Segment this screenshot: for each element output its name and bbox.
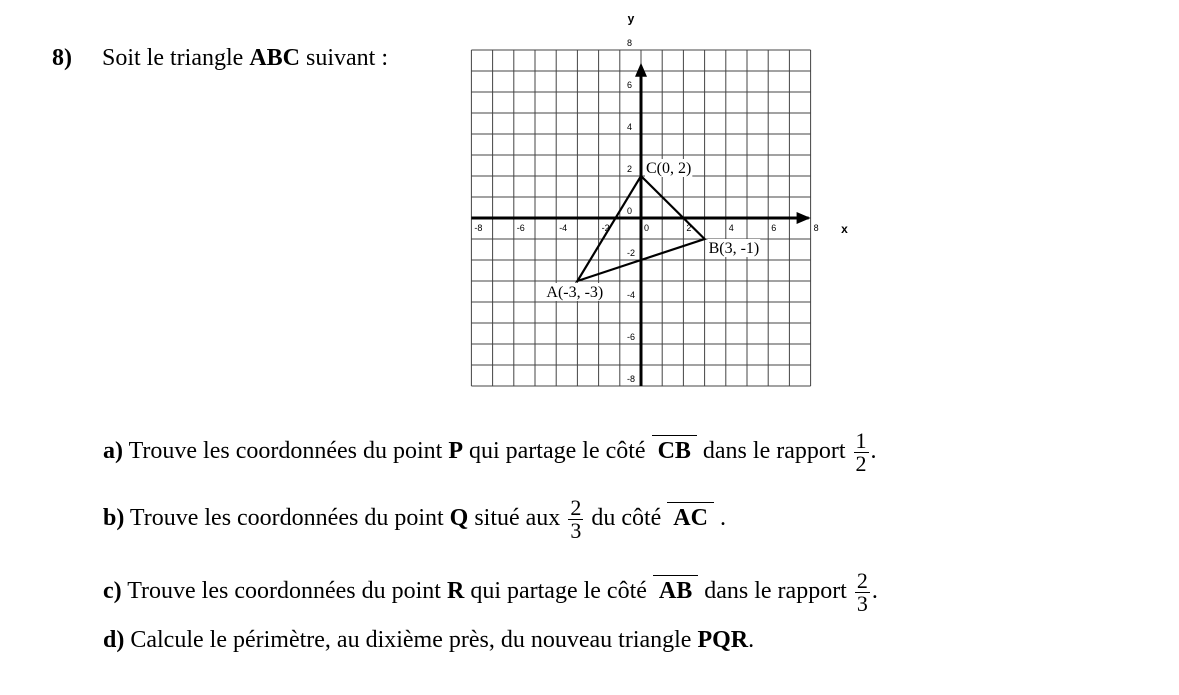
x-tick-label: 6 [771, 223, 777, 233]
fraction-denominator: 2 [855, 451, 867, 476]
x-tick-label: 0 [644, 223, 650, 233]
question-b-text2: situé aux [468, 505, 567, 532]
intro-text: Soit le triangle [102, 45, 250, 71]
y-tick-label: 8 [627, 38, 633, 48]
tick-labels [474, 12, 848, 384]
fraction-numerator: 2 [570, 495, 582, 520]
ratio-fraction-c [855, 570, 870, 615]
triangle-pqr: PQR [697, 627, 749, 653]
question-d [103, 626, 754, 654]
fraction-denominator: 3 [856, 591, 868, 616]
question-c-text2: qui partage le côté [464, 578, 653, 605]
intro-suffix: suivant : [299, 45, 388, 71]
x-tick-label: 8 [813, 223, 819, 233]
x-tick-label: -6 [516, 223, 525, 233]
problem-number: 8) [52, 45, 72, 71]
question-b-text3: du côté [585, 505, 668, 532]
question-c [103, 570, 878, 615]
point-q: Q [449, 505, 469, 532]
question-c-tag: c) [103, 578, 122, 605]
question-a-text3: dans le rapport [696, 438, 852, 465]
point-label-c: C(0, 2) [646, 160, 692, 177]
question-a-text: Trouve les coordonnées du point [123, 438, 449, 465]
segment-ab: AB [653, 575, 698, 604]
question-b-text: Trouve les coordonnées du point [124, 505, 450, 532]
question-b [103, 497, 726, 542]
question-c-end: . [871, 578, 878, 605]
question-b-tag: b) [103, 505, 125, 532]
y-tick-label: -6 [627, 332, 636, 342]
y-tick-label: 4 [627, 122, 633, 132]
x-tick-label: -4 [559, 223, 568, 233]
point-label-a: A(-3, -3) [546, 284, 604, 301]
y-tick-label: 6 [627, 80, 633, 90]
fraction-numerator: 2 [856, 568, 868, 593]
fraction-denominator: 3 [570, 518, 582, 543]
x-axis-arrow [797, 212, 811, 224]
question-d-text: Calcule le périmètre, au dixième près, du nouveau triangle [124, 627, 698, 653]
x-tick-label: 2 [686, 223, 692, 233]
ratio-fraction-b [568, 497, 583, 542]
point-p: P [448, 438, 463, 465]
question-c-text3: dans le rapport [698, 578, 853, 605]
question-b-end: . [713, 505, 726, 532]
y-tick-label: -4 [627, 290, 636, 300]
question-a [103, 430, 877, 475]
question-a-tag: a) [103, 438, 123, 465]
question-a-end: . [870, 438, 877, 465]
x-tick-label: 4 [728, 223, 734, 233]
point-label-b: B(3, -1) [708, 240, 760, 257]
question-c-text: Trouve les coordonnées du point [121, 578, 447, 605]
y-tick-label: -2 [627, 248, 636, 258]
question-d-tag: d) [103, 627, 125, 653]
question-a-text2: qui partage le côté [462, 438, 652, 465]
y-axis-arrow [635, 63, 647, 77]
x-axis-label: x [841, 222, 848, 236]
point-r: R [446, 578, 465, 605]
question-d-end: . [748, 627, 755, 653]
y-tick-label: 0 [627, 206, 633, 216]
y-axis-label: y [627, 11, 635, 26]
fraction-numerator: 1 [855, 428, 867, 453]
triangle-name: ABC [249, 45, 300, 71]
y-tick-label: 2 [627, 164, 633, 174]
y-tick-label: -8 [627, 374, 636, 384]
x-tick-label: -2 [601, 223, 610, 233]
segment-ac: AC [667, 502, 714, 531]
x-tick-label: -8 [474, 223, 483, 233]
ratio-fraction-a [854, 430, 869, 475]
segment-cb: CB [652, 435, 697, 464]
